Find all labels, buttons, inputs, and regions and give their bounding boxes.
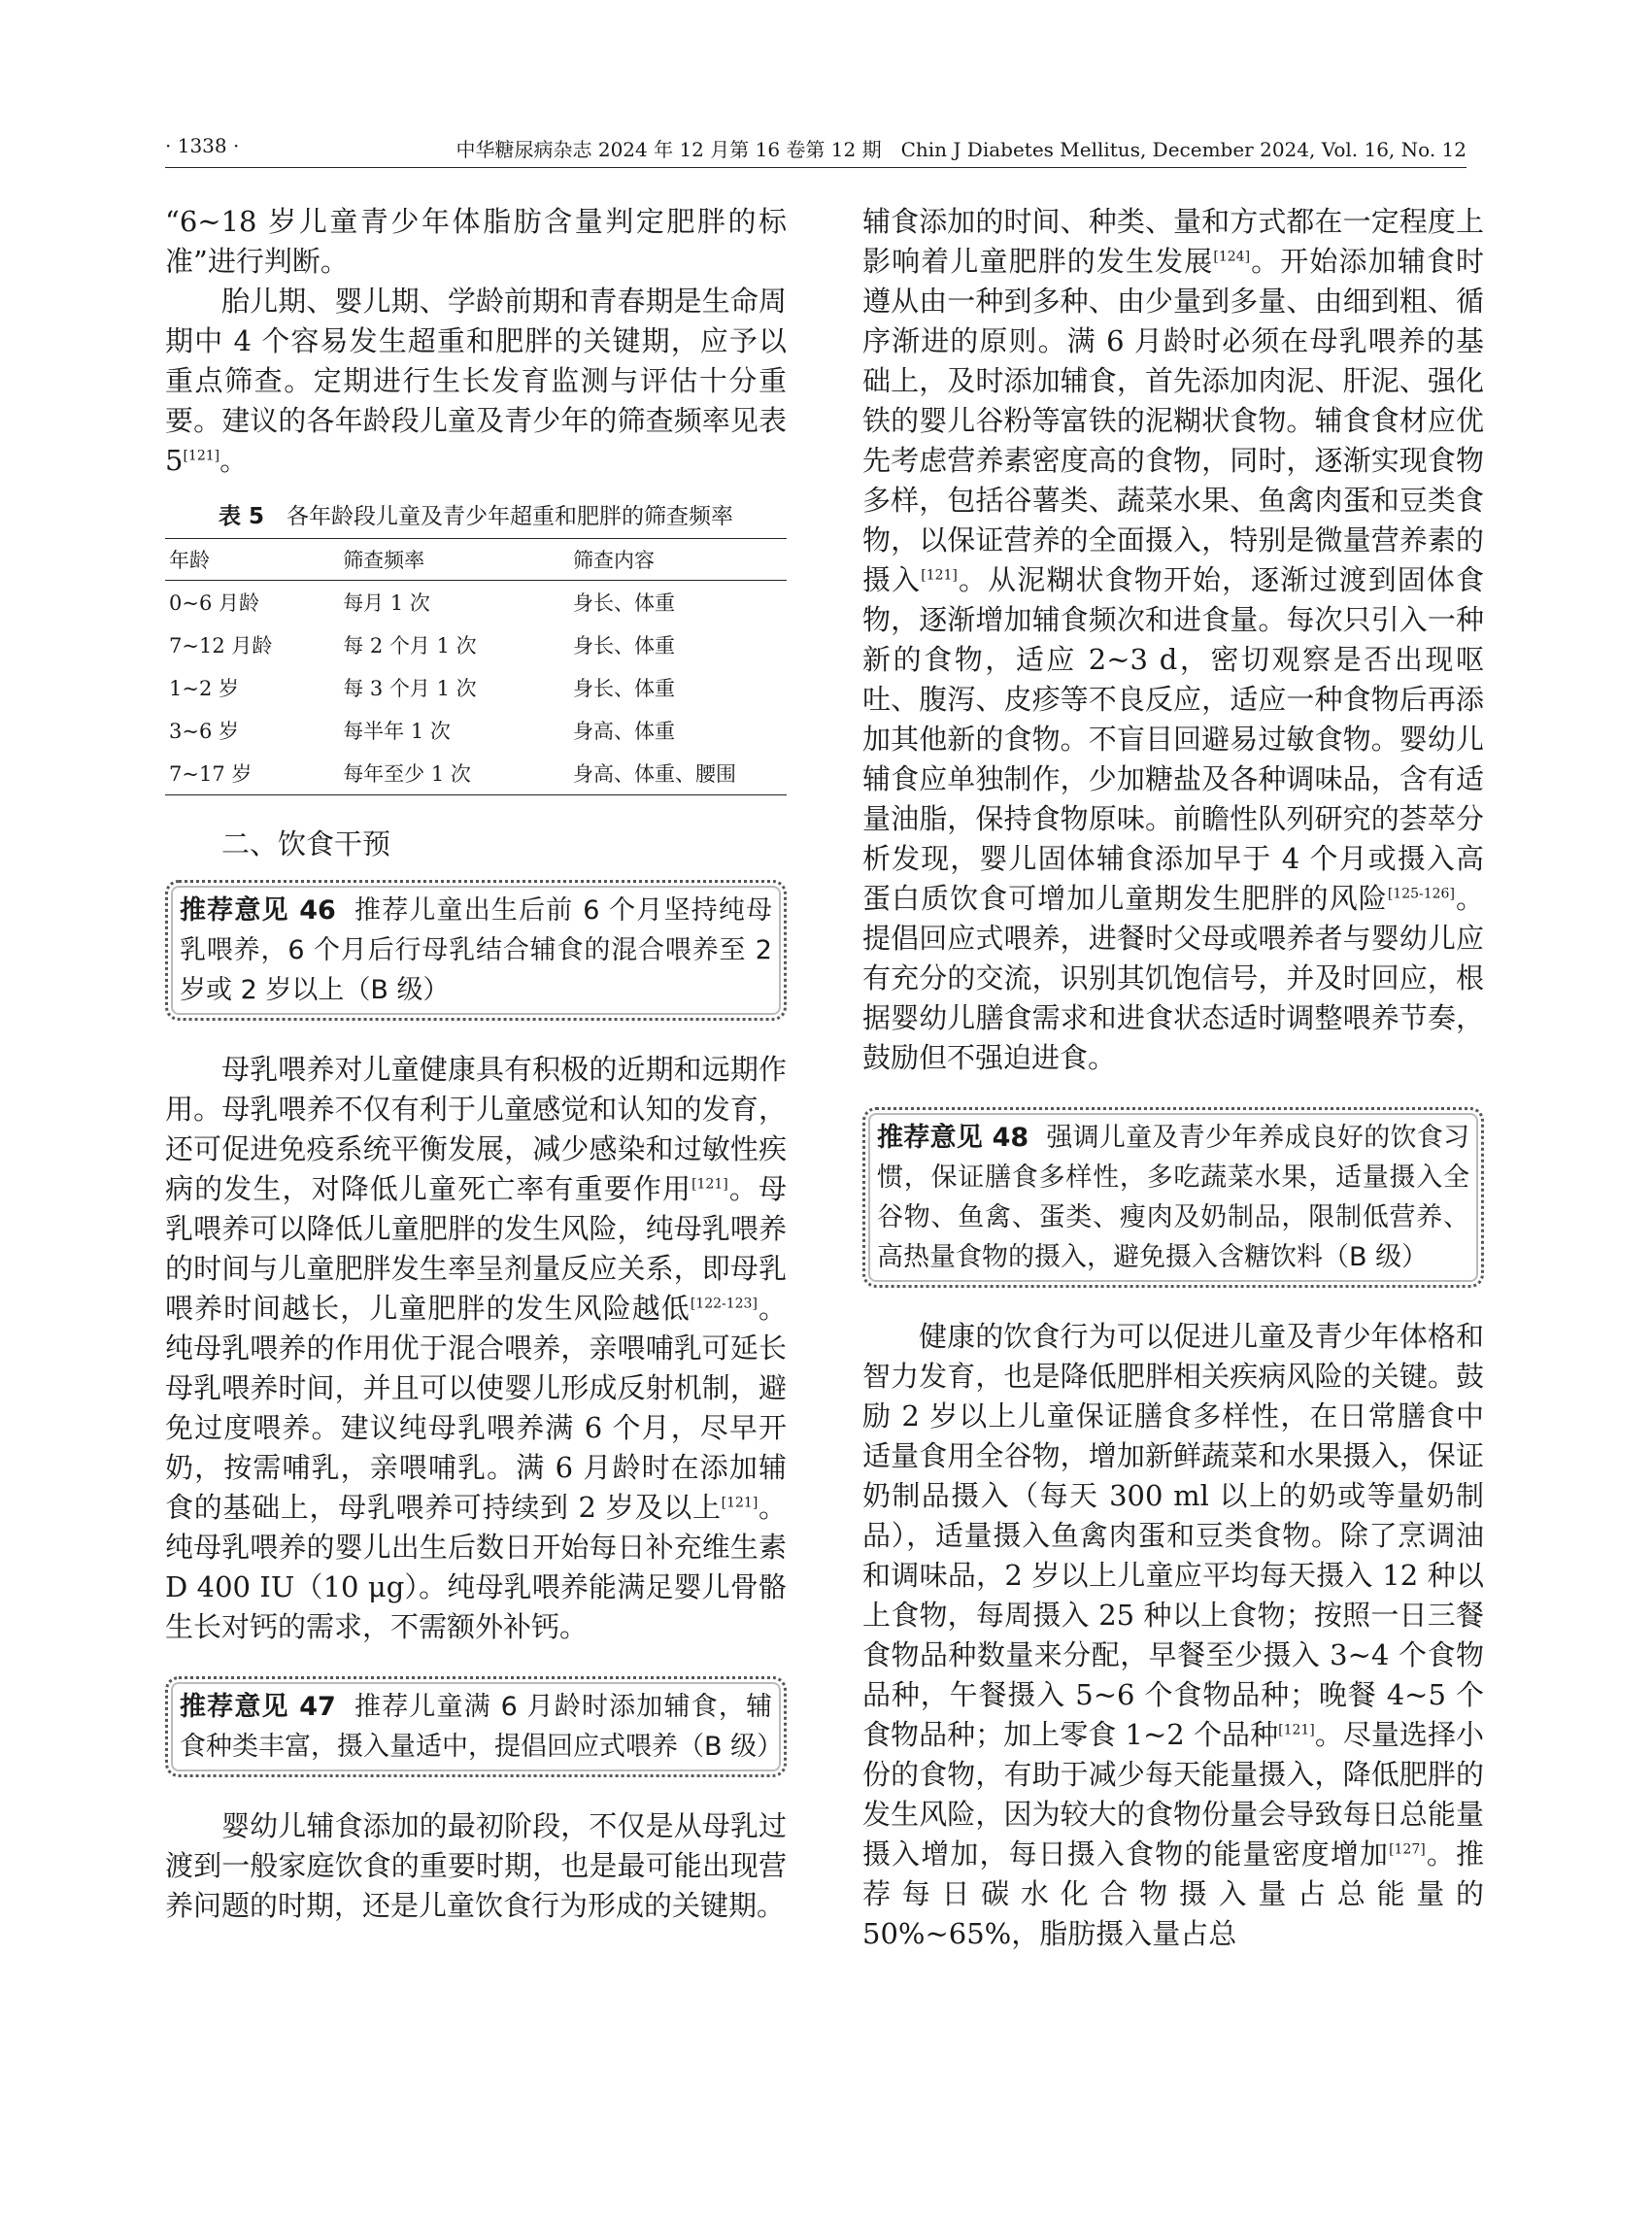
table-row: [165, 581, 787, 624]
table-row: [165, 709, 787, 752]
table-cell: 3~6 岁: [169, 720, 239, 743]
table-title: 各年龄段儿童及青少年超重和肥胖的筛查频率: [287, 504, 733, 529]
citation: [121]: [921, 567, 958, 584]
paragraph: 胎儿期、婴儿期、学龄前期和青春期是生命周期中 4 个容易发生超重和肥胖的关键期，应予以重点筛查。定期进行生长发育监测与评估十分重要。建议的各年龄段儿童及青少年的筛查频率见表 5[121]。: [165, 285, 787, 477]
paragraph: 婴幼儿辅食添加的最初阶段，不仅是从母乳过渡到一般家庭饮食的重要时期，也是最可能出现营养问题的时期，还是儿童饮食行为形成的关键期。: [165, 1809, 787, 1922]
page-number: · 1338 ·: [165, 134, 240, 157]
paragraph: 健康的饮食行为可以促进儿童及青少年体格和智力发育，也是降低肥胖相关疾病风险的关键。鼓励 2 岁以上儿童保证膳食多样性，在日常膳食中适量食用全谷物，增加新鲜蔬菜和水果摄入，保证奶制品摄入（每天 300 ml 以上的奶或等量奶制品），适量摄入鱼禽肉蛋和豆类食物。除了烹调油和调味品，2 岁以上儿童应平均每天摄入 12 种以上食物，每周摄入 25 种以上食物；按照一日三餐食物品种数量来分配，早餐至少摄入 3~4 个食物品种，午餐摄入 5~6 个食物品种；晚餐 4~5 个食物品种；加上零食 1~2 个品种[121]。尽量选择小份的食物，有助于减少每天能量摄入，降低肥胖的发生风险，因为较大的食物份量会导致每日总能量摄入增加，每日摄入食物的能量密度增加[127]。推荐每日碳水化合物摄入量占总能量的 50%~65%，脂肪摄入量占总: [862, 1320, 1484, 1950]
paragraph: 辅食添加的时间、种类、量和方式都在一定程度上影响着儿童肥胖的发生发展[124]。开始添加辅食时遵从由一种到多种、由少量到多量、由细到粗、循序渐进的原则。满 6 月龄时必须在母乳喂养的基础上，及时添加辅食，首先添加肉泥、肝泥、强化铁的婴儿谷粉等富铁的泥糊状食物。辅食食材应优先考虑营养素密度高的食物，同时，逐渐实现食物多样，包括谷薯类、蔬菜水果、鱼禽肉蛋和豆类食物，以保证营养的全面摄入，特别是微量营养素的摄入[121]。从泥糊状食物开始，逐渐过渡到固体食物，逐渐增加辅食频次和进食量。每次只引入一种新的食物，适应 2~3 d，密切观察是否出现呕吐、腹泻、皮疹等不良反应，适应一种食物后再添加其他新的食物。不盲目回避易过敏食物。婴幼儿辅食应单独制作，少加糖盐及各种调味品，含有适量油脂，保持食物原味。前瞻性队列研究的荟萃分析发现，婴儿固体辅食添加早于 4 个月或摄入高蛋白质饮食可增加儿童期发生肥胖的风险[125-126]。提倡回应式喂养，进餐时父母或喂养者与婴幼儿应有充分的交流，识别其饥饱信号，并及时回应，根据婴幼儿膳食需求和进食状态适时调整喂养节奏，鼓励但不强迫进食。: [862, 205, 1484, 1074]
citation: [127]: [1389, 1841, 1426, 1858]
recommendation-label: 推荐意见 47: [180, 1692, 336, 1722]
table-row: [165, 624, 787, 666]
table-cell: 每 3 个月 1 次: [343, 677, 477, 700]
table-cell: 每年至少 1 次: [339, 752, 569, 795]
journal-citation: 中华糖尿病杂志 2024 年 12 月第 16 卷第 12 期 Chin J Diabetes Mellitus, December 2024, Vol. 16, No. 12: [455, 138, 1467, 161]
table-cell: 身长、体重: [572, 591, 675, 615]
table-cell: 身长、体重: [572, 677, 675, 700]
table-cell: 每 2 个月 1 次: [343, 634, 477, 657]
recommendation-box-46: [165, 880, 787, 1021]
table-label: 表 5: [218, 504, 264, 529]
recommendation-text: 推荐儿童满 6 月龄时添加辅食，辅食种类丰富，摄入量适中，提倡回应式喂养（B 级）: [180, 1692, 784, 1762]
table-header-row: [165, 539, 787, 581]
paragraph: 母乳喂养对儿童健康具有积极的近期和远期作用。母乳喂养不仅有利于儿童感觉和认知的发育，还可促进免疫系统平衡发展，减少感染和过敏性疾病的发生，对降低儿童死亡率有重要作用[121]。母乳喂养可以降低儿童肥胖的发生风险，纯母乳喂养的时间与儿童肥胖发生率呈剂量反应关系，即母乳喂养时间越长，儿童肥胖的发生风险越低[122-123]。纯母乳喂养的作用优于混合喂养，亲喂哺乳可延长母乳喂养时间，并且可以使婴儿形成反射机制，避免过度喂养。建议纯母乳喂养满 6 个月，尽早开奶，按需哺乳，亲喂哺乳。满 6 月龄时在添加辅食的基础上，母乳喂养可持续到 2 岁及以上[121]。纯母乳喂养的婴儿出生后数日开始每日补充维生素 D 400 IU（10 μg）。纯母乳喂养能满足婴儿骨骼生长对钙的需求，不需额外补钙。: [165, 1053, 787, 1643]
table-row: [165, 752, 787, 795]
paragraph: “6~18 岁儿童青少年体脂肪含量判定肥胖的标准”进行判断。: [165, 205, 787, 278]
table-cell: 身高、体重、腰围: [569, 752, 787, 795]
table-cell: 每月 1 次: [343, 591, 430, 615]
table-cell: 每半年 1 次: [343, 720, 451, 743]
citation: [121]: [691, 1176, 728, 1193]
table-cell: 身长、体重: [572, 634, 675, 657]
table-cell: 1~2 岁: [169, 677, 239, 700]
recommendation-text: 强调儿童及青少年养成良好的饮食习惯，保证膳食多样性，多吃蔬菜水果，适量摄入全谷物、鱼禽、蛋类、瘦肉及奶制品，限制低营养、高热量食物的摄入，避免摄入含糖饮料（B 级）: [877, 1123, 1469, 1272]
table-cell: 7~12 月龄: [169, 634, 273, 657]
table-cell: 身高、体重: [572, 720, 675, 743]
right-column: [862, 202, 1484, 1954]
left-column: [165, 202, 787, 1926]
table-caption: [165, 498, 787, 530]
citation: [121]: [721, 1495, 759, 1511]
citation: [121]: [183, 448, 220, 464]
recommendation-label: 推荐意见 46: [180, 895, 336, 926]
table-header-cell: 筛查内容: [569, 539, 787, 581]
citation: [125-126]: [1387, 886, 1455, 902]
section-heading: 二、饮食干预: [221, 827, 391, 860]
table-header-cell: 筛查频率: [339, 539, 569, 581]
running-header: [165, 134, 1467, 168]
citation: [124]: [1213, 249, 1251, 265]
table-cell: 0~6 月龄: [169, 591, 259, 615]
citation: [122-123]: [690, 1296, 758, 1312]
recommendation-box-48: [862, 1107, 1484, 1288]
recommendation-box-47: [165, 1676, 787, 1777]
recommendation-label: 推荐意见 48: [877, 1123, 1029, 1153]
table-row: [165, 666, 787, 709]
citation: [121]: [1278, 1722, 1315, 1738]
recommendation-text: 推荐儿童出生后前 6 个月坚持纯母乳喂养，6 个月后行母乳结合辅食的混合喂养至 2 岁或 2 岁以上（B 级）: [180, 895, 772, 1005]
screening-frequency-table: [165, 538, 787, 795]
table-cell: 7~17 岁: [165, 752, 339, 795]
table-header-cell: 年龄: [165, 539, 339, 581]
